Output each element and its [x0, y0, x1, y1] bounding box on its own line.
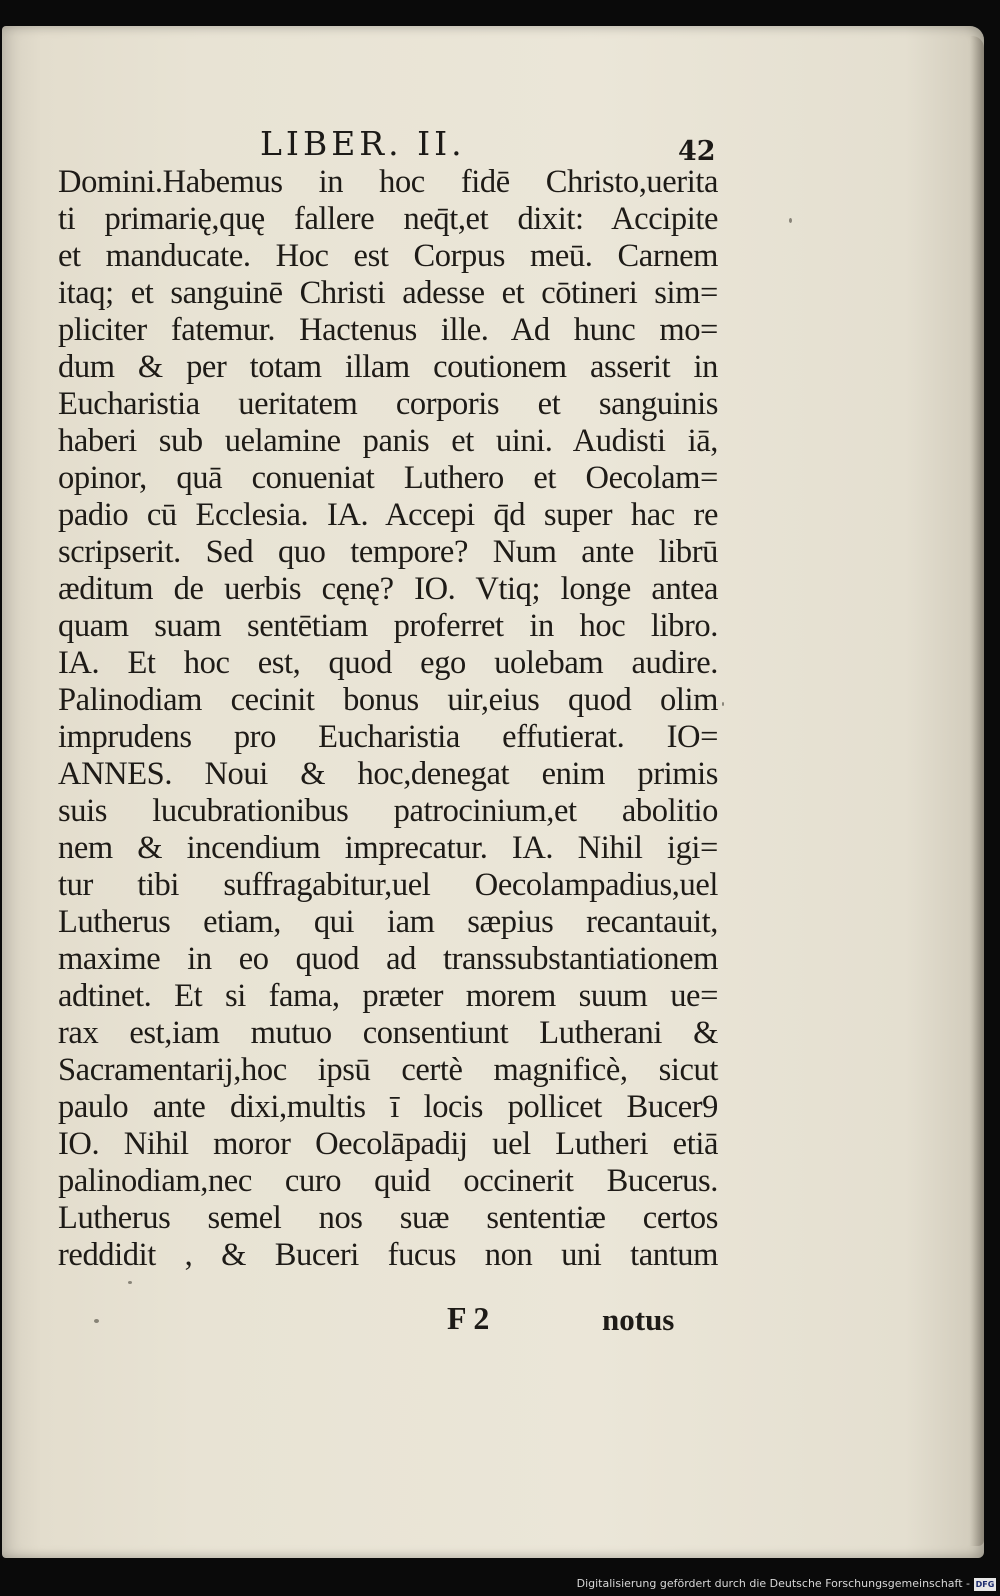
page-header — [2, 96, 984, 166]
text-line: IA. Et hoc est, quod ego uolebam audire. — [58, 645, 718, 681]
text-line: maxime in eo quod ad transsubstantiationem — [58, 941, 718, 977]
text-line: scripserit. Sed quo tempore? Num ante librū — [58, 534, 718, 570]
text-line: reddidit , & Buceri fucus non uni tantum — [58, 1237, 718, 1273]
book-page — [2, 26, 984, 1558]
folio-number: 42 — [678, 136, 716, 167]
text-line: itaq; et sanguinē Christi adesse et cōtineri sim= — [58, 275, 718, 311]
text-line: adtinet. Et si fama, præter morem suum ue= — [58, 978, 718, 1014]
text-line: Domini.Habemus in hoc fidē Christo,uerita — [58, 164, 718, 200]
running-title: LIBER. II. — [260, 124, 466, 163]
text-line: nem & incendium imprecatur. IA. Nihil igi= — [58, 830, 718, 866]
text-line: ti primarię,quę fallere neq̄t,et dixit: Accipite — [58, 201, 718, 237]
text-line: palinodiam,nec curo quid occinerit Bucerus. — [58, 1163, 718, 1199]
text-line: suis lucubrationibus patrocinium,et abolitio — [58, 793, 718, 829]
text-line: padio cū Ecclesia. IA. Accepi q̄d super hac re — [58, 497, 718, 533]
text-line: IO. Nihil moror Oecolāpadij uel Lutheri etiā — [58, 1126, 718, 1162]
text-line: imprudens pro Eucharistia effutierat. IO= — [58, 719, 718, 755]
ink-speck — [722, 702, 724, 706]
text-line: Lutherus semel nos suæ sententiæ certos — [58, 1200, 718, 1236]
ink-speck — [128, 1281, 132, 1284]
text-line: Eucharistia ueritatem corporis et sanguinis — [58, 386, 718, 422]
dfg-logo-icon: DFG — [975, 1580, 995, 1589]
text-line: haberi sub uelamine panis et uini. Audisti iā, — [58, 423, 718, 459]
text-line: quam suam sentētiam proferret in hoc libro. — [58, 608, 718, 644]
text-line: æditum de uerbis cęnę? IO. Vtiq; longe antea — [58, 571, 718, 607]
text-line: Sacramentarij,hoc ipsū certè magnificè, sicut — [58, 1052, 718, 1088]
text-line: paulo ante dixi,multis ī locis pollicet Bucer9 — [58, 1089, 718, 1125]
text-line: tur tibi suffragabitur,uel Oecolampadius,uel — [58, 867, 718, 903]
text-line: et manducate. Hoc est Corpus meū. Carnem — [58, 238, 718, 274]
ink-speck — [94, 1319, 99, 1323]
ink-speck — [789, 218, 792, 223]
body-text — [58, 164, 718, 1274]
text-line: pliciter fatemur. Hactenus ille. Ad hunc mo= — [58, 312, 718, 348]
text-line: dum & per totam illam coutionem asserit in — [58, 349, 718, 385]
signature-mark: F 2 — [447, 1300, 490, 1336]
text-line: rax est,iam mutuo consentiunt Lutherani & — [58, 1015, 718, 1051]
catchword: notus — [602, 1302, 675, 1337]
text-line: ANNES. Noui & hoc,denegat enim primis — [58, 756, 718, 792]
text-line: Lutherus etiam, qui iam sæpius recantauit, — [58, 904, 718, 940]
page-footer — [2, 1300, 984, 1350]
text-line: Palinodiam cecinit bonus uir,eius quod olim — [58, 682, 718, 718]
text-line: opinor, quā conueniat Luthero et Oecolam= — [58, 460, 718, 496]
digitization-credit: Digitalisierung gefördert durch die Deutsche Forschungsgemeinschaft - — [576, 1577, 970, 1590]
